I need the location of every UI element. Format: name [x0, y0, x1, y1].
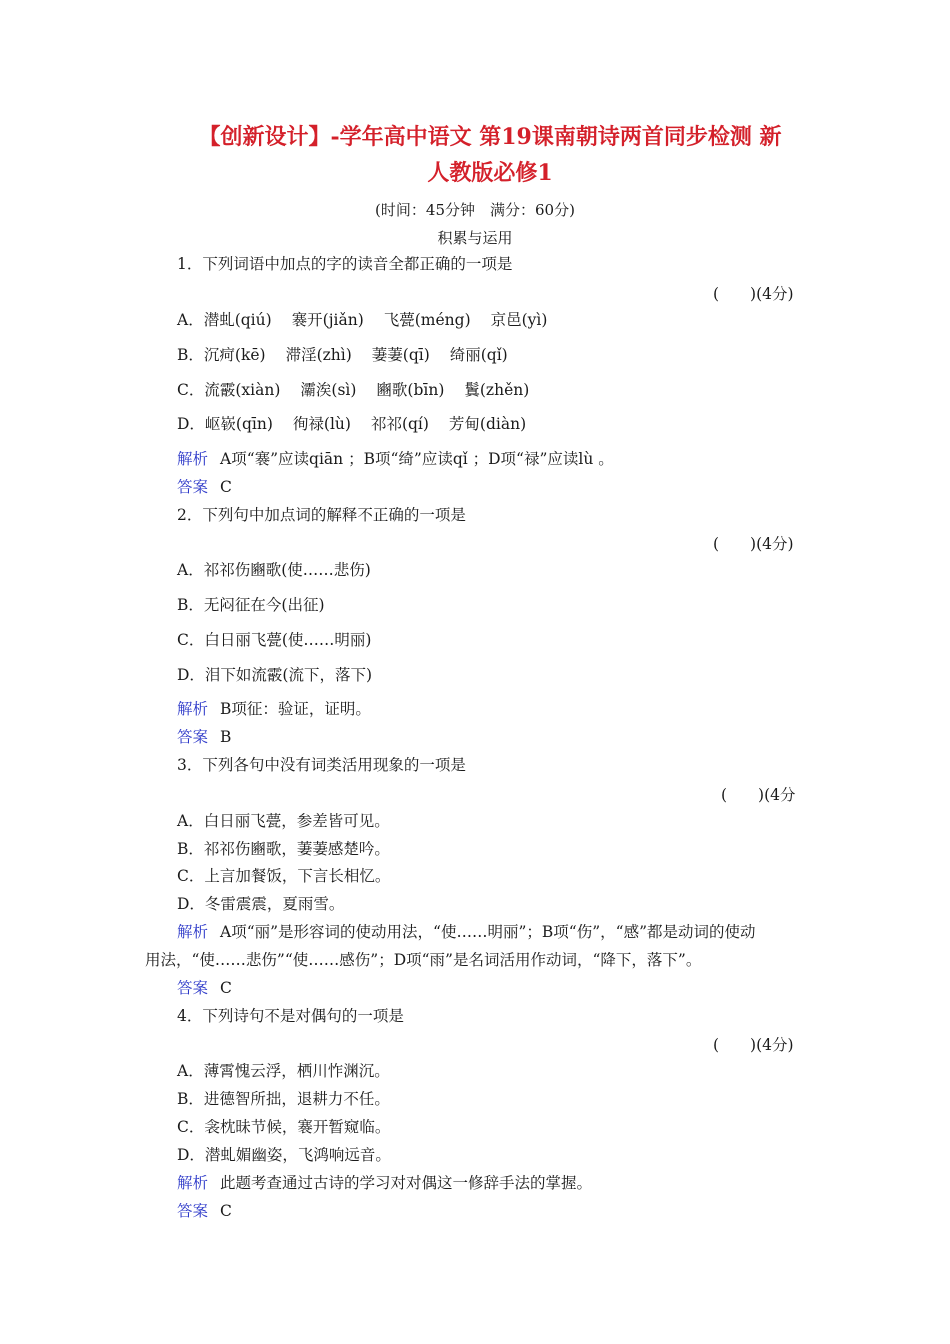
q4-option-b: B．进德智所拙，退耕力不任。	[177, 1090, 390, 1108]
q3-option-d: D．冬雷震震，夏雨雪。	[177, 895, 345, 913]
q2-option-c: C．白日丽飞甍(使……明丽)	[177, 631, 372, 649]
q1-option-a	[177, 310, 567, 330]
q2-score: ( )(4分)	[713, 535, 794, 553]
q1-b-4: 绮丽(qǐ)	[449, 346, 508, 364]
q2-option-b: B．无闷征在今(出征)	[177, 596, 325, 614]
q1-c-2: 灞涘(sì)	[300, 381, 357, 399]
q1-a-1: A．潜虬(qiú)	[177, 311, 272, 329]
analysis-label: 解析	[177, 450, 209, 468]
q1-d-2: 徇禄(lù)	[292, 415, 351, 433]
q1-a-2: 褰开(jiǎn)	[291, 311, 364, 329]
q1-b-2: 滞淫(zhì)	[285, 346, 352, 364]
answer-label: 答案	[177, 979, 209, 997]
q2-analysis	[177, 699, 371, 719]
q1-d-4: 芳甸(diàn)	[448, 415, 527, 433]
q2-analysis-text: B项征：验证，证明。	[220, 700, 371, 718]
q4-analysis	[177, 1173, 592, 1193]
q3-option-c: C．上言加餐饭，下言长相忆。	[177, 867, 391, 885]
q4-answer-text: C	[220, 1202, 232, 1220]
q4-option-c: C．衾枕昧节候，褰开暂窥临。	[177, 1118, 391, 1136]
q1-option-d	[177, 414, 546, 434]
q3-analysis-text-1: A项“丽”是形容词的使动用法，“使……明丽”；B项“伤”，“感”都是动词的使动	[220, 923, 756, 941]
q1-b-3: 萋萋(qī)	[371, 346, 430, 364]
q3-answer	[177, 978, 232, 998]
q3-answer-text: C	[220, 979, 232, 997]
q3-score: ( )(4分	[721, 786, 796, 804]
q1-analysis	[177, 449, 614, 469]
q2-option-a: A．祁祁伤豳歌(使……悲伤)	[177, 561, 371, 579]
time-and-score: (时间：45分钟 满分：60分)	[375, 201, 575, 219]
q1-answer	[177, 477, 232, 497]
q1-c-4: 鬒(zhěn)	[464, 381, 530, 399]
analysis-label: 解析	[177, 700, 209, 718]
q1-c-1: C．流霰(xiàn)	[177, 381, 281, 399]
q1-d-3: 祁祁(qí)	[370, 415, 429, 433]
q1-a-3: 飞甍(méng)	[383, 311, 471, 329]
q3-analysis	[177, 922, 756, 942]
q4-answer	[177, 1201, 232, 1221]
q1-a-4: 京邑(yì)	[490, 311, 548, 329]
document-title-line-2: 人教版必修1	[427, 160, 553, 186]
q1-stem: 1．下列词语中加点的字的读音全都正确的一项是	[177, 255, 513, 273]
q4-option-d: D．潜虬媚幽姿，飞鸿响远音。	[177, 1146, 391, 1164]
analysis-label: 解析	[177, 1174, 209, 1192]
q3-stem: 3．下列各句中没有词类活用现象的一项是	[177, 756, 466, 774]
q1-option-b	[177, 345, 528, 365]
q1-b-1: B．沉疴(kē)	[177, 346, 266, 364]
q4-score: ( )(4分)	[713, 1036, 794, 1054]
q1-d-1: D．岖嵚(qīn)	[177, 415, 273, 433]
q4-stem: 4．下列诗句不是对偶句的一项是	[177, 1007, 404, 1025]
section-heading: 积累与运用	[437, 229, 513, 247]
q1-c-3: 豳歌(bīn)	[376, 381, 445, 399]
q4-analysis-text: 此题考查通过古诗的学习对对偶这一修辞手法的掌握。	[220, 1174, 593, 1192]
q3-option-a: A．白日丽飞甍，参差皆可见。	[177, 812, 390, 830]
q1-answer-text: C	[220, 478, 232, 496]
document-title-line-1: 【创新设计】-学年高中语文 第19课南朝诗两首同步检测 新	[198, 124, 782, 150]
q2-answer	[177, 727, 231, 747]
answer-label: 答案	[177, 1202, 209, 1220]
q1-analysis-text: A项“褰”应读qiān ；B项“绮”应读qǐ ；D项“禄”应读lù 。	[220, 450, 614, 468]
q1-option-c	[177, 380, 549, 400]
q2-stem: 2．下列句中加点词的解释不正确的一项是	[177, 506, 466, 524]
q2-option-d: D．泪下如流霰(流下，落下)	[177, 666, 373, 684]
q2-answer-text: B	[220, 728, 232, 746]
q1-score: ( )(4分)	[713, 285, 794, 303]
answer-label: 答案	[177, 728, 209, 746]
q3-analysis-text-2: 用法，“使……悲伤”“使……感伤”；D项“雨”是名词活用作动词，“降下，落下”。	[145, 951, 702, 969]
analysis-label: 解析	[177, 923, 209, 941]
q4-option-a: A．薄霄愧云浮，栖川怍渊沉。	[177, 1062, 390, 1080]
q3-option-b: B．祁祁伤豳歌，萋萋感楚吟。	[177, 840, 390, 858]
answer-label: 答案	[177, 478, 209, 496]
